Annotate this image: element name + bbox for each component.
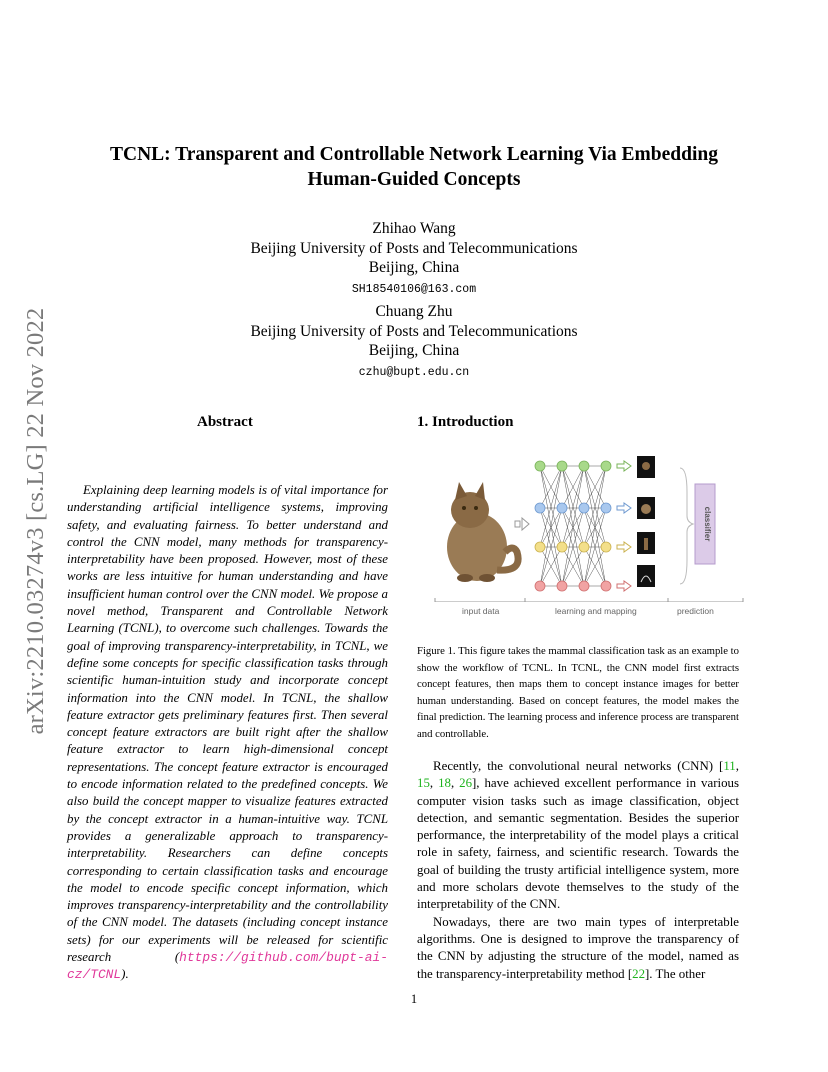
citation[interactable]: 11 [723, 759, 736, 773]
author-location: Beijing, China [368, 259, 460, 276]
intro-paragraph-2: Nowadays, there are two main types of interpretable algorithms. One is designed to improve the transparency of the CNN by adjusting the structure of the model, named as the transparency-interpretability method [22]. The other [417, 914, 739, 981]
author-name: Chuang Zhu [375, 303, 453, 320]
network-node [601, 542, 611, 552]
network-node [601, 503, 611, 513]
stage-label-prediction: prediction [677, 606, 714, 616]
network-node [579, 581, 589, 591]
paper-title: TCNL: Transparent and Controllable Network Learning Via Embedding Human-Guided Concepts [109, 144, 718, 190]
network-node [535, 503, 545, 513]
abstract-heading: Abstract [197, 414, 253, 430]
author-block-2 [100, 302, 728, 382]
stage-label-input: input data [462, 606, 500, 616]
mapping-arrow-icon [617, 503, 631, 513]
author-affiliation: Beijing University of Posts and Telecommunications [250, 239, 578, 257]
intro-paragraph-1: Recently, the convolutional neural networks (CNN) [11, 15, 18, 26], have achieved excellent performance in various computer vision tasks such as image classification, object detection, and semantic segmentation. Besides the superior performance, the interpretability of the model plays a critical role in safety, fairness, and scientific research. Towards the goal of building the trusty artificial intelligence system, more and more scholars devote themselves to the study of the interpretability of the CNN. [417, 759, 739, 912]
figure-caption: Figure 1. This figure takes the mammal classification task as an example to show the workflow of TCNL. In TCNL, the CNN model first extracts concept features, then maps them to concept instance images for better human understanding. Based on concept features, the model makes the final prediction. The learning process and inference process are transparent and controllable. [417, 645, 739, 740]
citation[interactable]: 26 [459, 776, 473, 791]
input-arrow-icon [515, 518, 529, 530]
mapping-arrow-icon [617, 542, 631, 552]
network-node [557, 461, 567, 471]
workflow-diagram [425, 452, 745, 602]
network-node [601, 461, 611, 471]
author-affiliation: Beijing University of Posts and Telecommunications [250, 322, 578, 340]
classifier-label: classifier [703, 506, 712, 542]
network-node [579, 542, 589, 552]
cat-image [447, 482, 518, 582]
github-link[interactable]: https://github.com/bupt-ai-cz/TCNL [67, 950, 388, 983]
mapping-arrow-icon [617, 461, 631, 471]
network-node [535, 461, 545, 471]
network-node [579, 461, 589, 471]
page-number: 1 [410, 992, 418, 1006]
intro-body [417, 758, 739, 983]
network-node [557, 542, 567, 552]
citation[interactable]: 15 [417, 776, 430, 791]
intro-heading: 1. Introduction [417, 414, 514, 430]
author-email: czhu@bupt.edu.cn [358, 365, 470, 379]
author-name: Zhihao Wang [372, 220, 456, 237]
network-node [535, 542, 545, 552]
network-node [557, 581, 567, 591]
brace [680, 468, 693, 584]
network-node [535, 581, 545, 591]
neural-network [535, 461, 631, 591]
author-block-1 [100, 219, 728, 299]
citation[interactable]: 22 [632, 966, 646, 981]
citation[interactable]: 18 [438, 776, 451, 791]
concept-thumbnails [637, 456, 655, 587]
figure-1 [425, 452, 745, 616]
arxiv-stamp: arXiv:2210.03274v3 [cs.LG] 22 Nov 2022 [22, 307, 49, 735]
network-node [557, 503, 567, 513]
abstract-text: Explaining deep learning models is of vital importance for understanding artificial intelligence systems, improving safety, and evaluating fairness. To better understand and control the CNN model, many methods for transparency-interpretability have been proposed. However, most of these works are less intuitive for human understanding and have insufficient human control over the CNN model. We propose a novel method, Transparent and Controllable Network Learning (TCNL), to overcome such challenges. Towards the goal of improving transparency-interpretability, in TCNL, we define some concepts for specific classification tasks through scientific human-intuition study and incorporate concept information into the CNN model. In TCNL, the shallow feature extractor gets preliminary features first. Then several concept feature extractors are built right after the shallow feature extractor to learn high-dimensional concept representations. The concept feature extractor is encouraged to encode information related to the predefined concepts. We also build the concept mapper to visualize features extracted by the concept extractor in a human-intuitive way. TCNL provides a generalizable approach to transparency-interpretability. Researchers can define concepts corresponding to certain classification tasks and encourage the model to encode specific concept information, which improves transparency-interpretability and the controllability of the CNN model. The datasets (including concept instance sets) for our experiments will be released for scientific research (https://github.com/bupt-ai-cz/TCNL). [67, 483, 388, 983]
author-location: Beijing, China [368, 342, 460, 359]
mapping-arrow-icon [617, 581, 631, 591]
network-node [579, 503, 589, 513]
network-node [601, 581, 611, 591]
author-email: SH18540106@163.com [351, 282, 477, 296]
stage-label-learning: learning and mapping [555, 606, 637, 616]
